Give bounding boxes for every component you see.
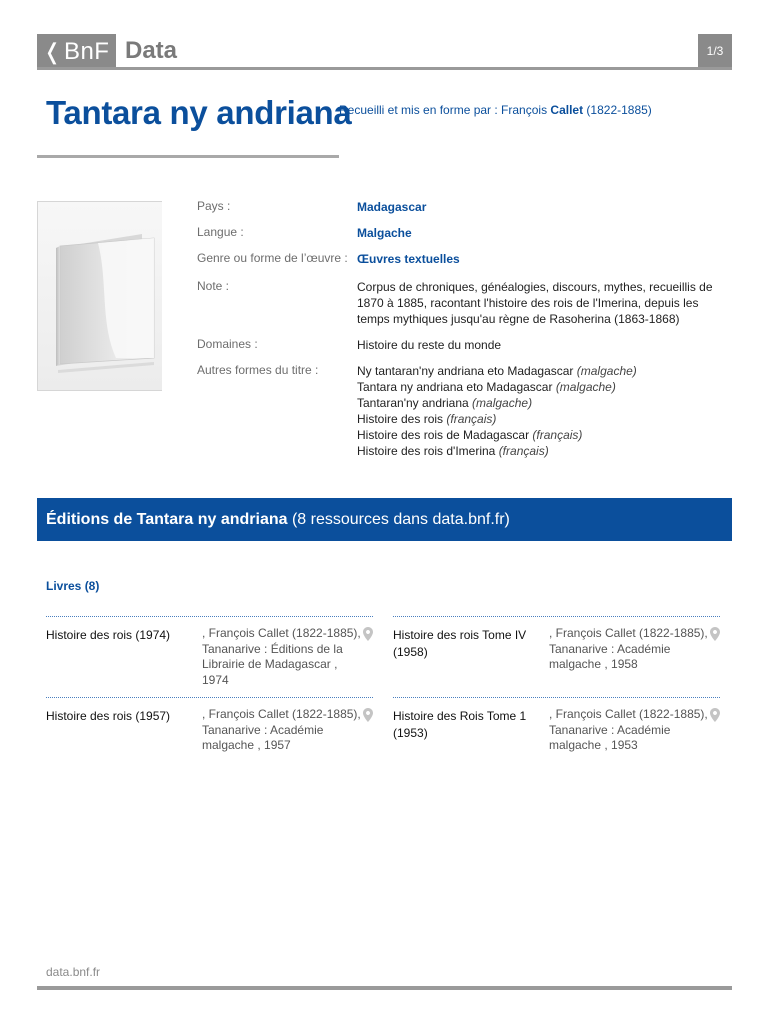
edition-card[interactable] — [46, 616, 373, 696]
other-title-text: Histoire des rois d'Imerina — [357, 444, 496, 458]
product-name: Data — [125, 37, 178, 64]
author-dates: (1822-1885) — [583, 103, 652, 117]
country-label: Pays : — [197, 199, 231, 213]
edition-title[interactable]: Histoire des rois (1974) — [46, 628, 171, 642]
footer-site[interactable]: data.bnf.fr — [46, 965, 101, 979]
note-label: Note : — [197, 279, 230, 293]
other-title-item — [357, 379, 717, 395]
location-pin-icon[interactable] — [363, 627, 373, 641]
location-pin-icon[interactable] — [363, 708, 373, 722]
book-icon — [38, 202, 163, 392]
author-link[interactable]: Callet — [550, 103, 584, 117]
other-title-text: Tantaran'ny andriana — [357, 396, 469, 410]
other-title-item — [357, 427, 717, 443]
other-title-text: Histoire des rois de Madagascar — [357, 428, 530, 442]
other-title-item — [357, 443, 717, 459]
title-divider — [37, 155, 339, 158]
editions-count[interactable]: (8 ressources dans data.bnf.fr) — [287, 511, 510, 528]
genre-label: Genre ou forme de l’œuvre : — [197, 251, 348, 265]
other-title-language: (français) — [532, 428, 583, 442]
book-cover-image — [37, 201, 162, 391]
edition-meta: , François Callet (1822-1885), Tananarive : Académie malgache , 1957 — [202, 707, 361, 752]
edition-title[interactable]: Histoire des rois Tome IV (1958) — [393, 628, 527, 659]
edition-title[interactable]: Histoire des rois (1957) — [46, 709, 171, 723]
footer-rule — [37, 986, 732, 990]
country-link[interactable]: Madagascar — [357, 200, 427, 214]
other-title-language: (malgache) — [576, 364, 637, 378]
other-title-language: (français) — [446, 412, 497, 426]
other-titles-list — [357, 363, 717, 459]
other-title-item — [357, 363, 717, 379]
page-header — [37, 34, 732, 70]
page-indicator: 1/3 — [698, 34, 732, 70]
other-title-text: Ny tantaran'ny andriana eto Madagascar — [357, 364, 574, 378]
subtitle-prefix: Recueilli et mis en forme par : François — [339, 103, 551, 117]
note-value: Corpus de chroniques, généalogies, discours, mythes, recueillis de 1870 à 1885, racontant l'histoire des rois de l'Imerina, depuis les temps mythiques jusqu'au règne de Rasoherina (1863-1868) — [357, 280, 713, 326]
edition-title[interactable]: Histoire des Rois Tome 1 (1953) — [393, 709, 527, 740]
domains-value: Histoire du reste du monde — [357, 338, 502, 352]
genre-link[interactable]: Œuvres textuelles — [357, 252, 460, 266]
location-pin-icon[interactable] — [710, 708, 720, 722]
logo-bracket-icon: ❬ — [43, 39, 62, 64]
other-titles-label: Autres formes du titre : — [197, 363, 319, 377]
edition-meta: , François Callet (1822-1885), Tananarive : Éditions de la Librairie de Madagascar , 1974 — [202, 626, 361, 687]
page-title: Tantara ny andriana — [46, 94, 352, 131]
other-title-language: (français) — [498, 444, 549, 458]
location-pin-icon[interactable] — [710, 627, 720, 641]
other-title-text: Histoire des rois — [357, 412, 444, 426]
other-title-language: (malgache) — [472, 396, 533, 410]
editions-header — [37, 498, 732, 541]
language-link[interactable]: Malgache — [357, 226, 412, 240]
edition-card[interactable] — [393, 697, 720, 777]
edition-card[interactable] — [46, 697, 373, 777]
language-label: Langue : — [197, 225, 244, 239]
edition-meta: , François Callet (1822-1885), Tananarive : Académie malgache , 1953 — [549, 707, 708, 752]
other-title-text: Tantara ny andriana eto Madagascar — [357, 380, 553, 394]
domains-label: Domaines : — [197, 337, 258, 351]
other-title-item — [357, 395, 717, 411]
books-category-link[interactable]: Livres (8) — [46, 579, 100, 593]
bnf-logo[interactable] — [37, 34, 116, 70]
header-rule — [37, 67, 732, 70]
other-title-language: (malgache) — [555, 380, 616, 394]
logo-text: BnF — [63, 38, 110, 65]
work-subtitle — [339, 103, 652, 117]
editions-heading: Éditions de Tantara ny andriana — [46, 511, 288, 528]
other-title-item — [357, 411, 717, 427]
edition-meta: , François Callet (1822-1885), Tananarive : Académie malgache , 1958 — [549, 626, 708, 671]
edition-card[interactable] — [393, 616, 720, 696]
